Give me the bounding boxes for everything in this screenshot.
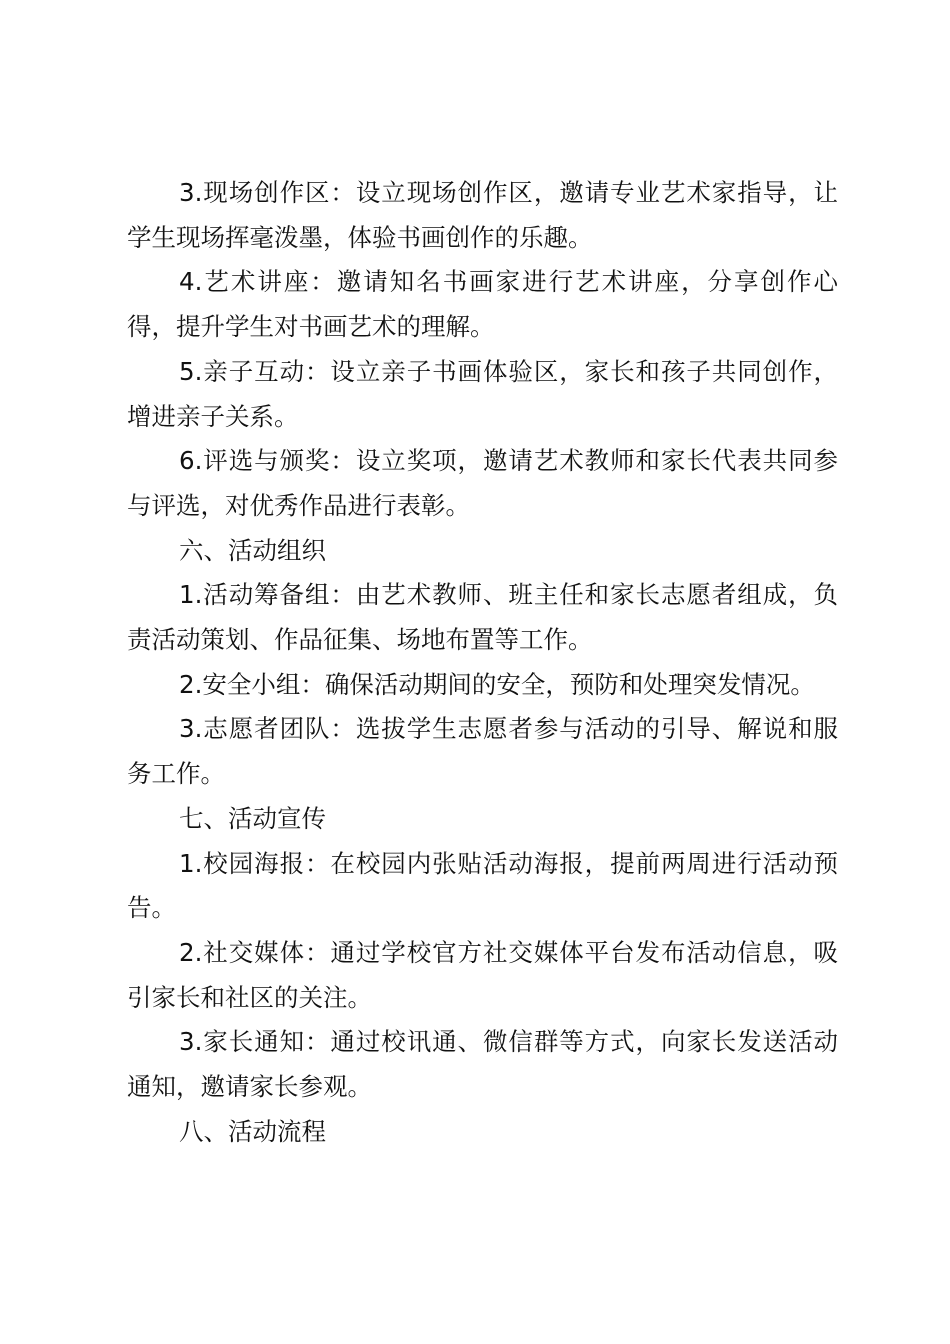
section-heading-activity-organization: 六、活动组织 [179,535,326,565]
paragraph-social-media: 2.社交媒体：通过学校官方社交媒体平台发布活动信息，吸引家长和社区的关注。 [127,937,838,1012]
paragraph-parent-notification: 3.家长通知：通过校讯通、微信群等方式，向家长发送活动通知，邀请家长参观。 [127,1027,838,1102]
section-heading-activity-process: 八、活动流程 [179,1116,326,1146]
paragraph-selection-and-awards: 6.评选与颁奖：设立奖项，邀请艺术教师和家长代表共同参与评选，对优秀作品进行表彰。 [127,446,838,520]
paragraph-on-site-creation-area: 3.现场创作区：设立现场创作区，邀请专业艺术家指导，让学生现场挥毫泼墨，体验书画创作的乐趣。 [127,178,838,252]
paragraph-parent-child-interaction: 5.亲子互动：设立亲子书画体验区，家长和孩子共同创作，增进亲子关系。 [127,356,838,431]
paragraph-volunteer-team: 3.志愿者团队：选拔学生志愿者参与活动的引导、解说和服务工作。 [127,714,838,789]
paragraph-campus-posters: 1.校园海报：在校园内张贴活动海报，提前两周进行活动预告。 [127,848,838,923]
paragraph-safety-team: 2.安全小组：确保活动期间的安全，预防和处理突发情况。 [179,669,815,699]
paragraph-art-lecture: 4.艺术讲座：邀请知名书画家进行艺术讲座，分享创作心得，提升学生对书画艺术的理解。 [127,267,838,342]
paragraph-preparation-team: 1.活动筹备组：由艺术教师、班主任和家长志愿者组成，负责活动策划、作品征集、场地布置等工作。 [127,580,838,655]
section-heading-activity-promotion: 七、活动宣传 [179,803,326,833]
